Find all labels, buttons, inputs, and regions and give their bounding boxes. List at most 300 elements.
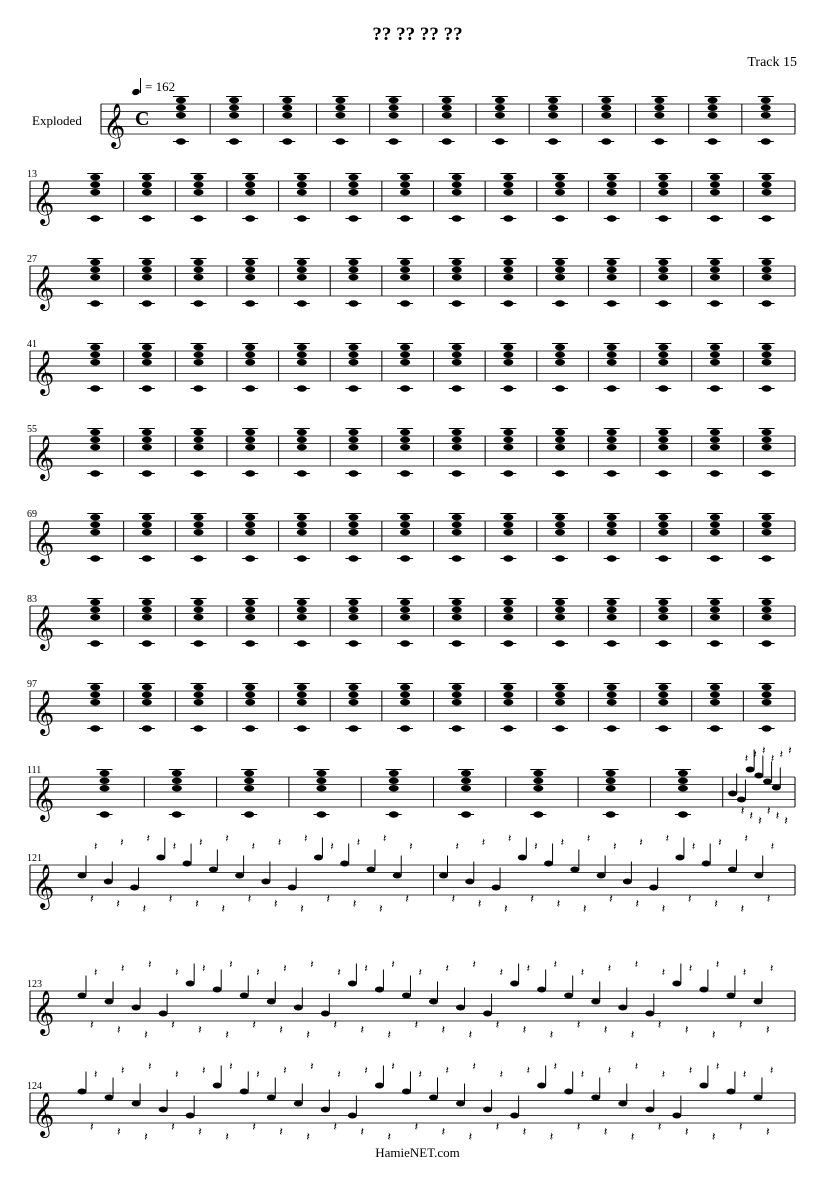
chord-note [229,105,239,111]
note-head [375,987,384,993]
chord-note [607,599,617,605]
chord-note [142,614,152,620]
staff-system [27,679,795,736]
rest-icon: 𝄽 [418,1068,422,1081]
chord-note [658,174,668,180]
treble-clef-icon: 𝄞 [103,103,126,147]
rest-icon: 𝄽 [364,962,368,975]
chord-note [194,529,204,535]
treble-clef-icon: 𝄞 [32,690,55,734]
chord-note [503,692,513,698]
note-head [288,885,297,891]
chord-note [555,352,565,358]
chord-note [316,778,326,784]
chord-note [244,785,254,791]
note-head [492,885,501,891]
note-head [456,1101,465,1107]
chord-note [762,359,772,365]
note-head [159,1107,168,1113]
note-head [340,861,349,867]
note-head [78,1089,87,1095]
chord-note [607,699,617,705]
rest-icon: 𝄽 [229,1060,233,1073]
rest-icon: 𝄽 [630,1129,635,1144]
measure-number: 121 [27,853,42,864]
chord-note [245,359,255,365]
chord-note [90,599,100,605]
chord-note [658,444,668,450]
measure-number: 111 [27,765,42,776]
rest-icon: 𝄽 [144,1129,148,1144]
chord-note [710,437,720,443]
rest-icon: 𝄽 [90,891,94,906]
rest-icon: 𝄽 [609,891,613,906]
note-head [213,1083,222,1089]
rest-icon: 𝄽 [472,1060,476,1073]
rest-icon: 𝄽 [715,1060,720,1073]
chord-note [658,259,668,265]
chord-note [400,344,410,350]
rest-icon: 𝄽 [718,836,722,849]
chord-note [761,112,771,118]
chord-note [142,684,152,690]
chord-note [176,97,186,103]
chord-note [442,97,452,103]
chord-note [710,352,720,358]
treble-clef-icon: 𝄞 [32,265,55,309]
chord-note [335,112,345,118]
chord-note [389,105,399,111]
chord-note [708,112,718,118]
chord-note [100,770,110,776]
chord-note [348,699,358,705]
chord-note [142,274,152,280]
rest-icon: 𝄽 [387,1129,392,1144]
rest-icon: 𝄽 [766,891,771,906]
chord-note [194,344,204,350]
chord-note [555,189,565,195]
chord-note [452,614,462,620]
note-head [537,987,546,993]
chord-note [607,274,617,280]
rest-icon: 𝄽 [684,1022,689,1037]
chord-note [503,267,513,273]
note-head [235,873,244,879]
chord-note [762,274,772,280]
chord-note [348,274,358,280]
chord-note [710,522,720,528]
chord-note [658,359,668,365]
chord-note [348,429,358,435]
rest-icon: 𝄽 [657,1017,662,1032]
chord-note [762,599,772,605]
treble-clef-icon: 𝄞 [32,776,55,820]
chord-note [100,778,110,784]
rest-icon: 𝄽 [120,836,124,849]
chord-note [555,522,565,528]
chord-note [348,514,358,520]
chord-note [555,437,565,443]
rest-icon: 𝄽 [148,958,152,971]
note-head [699,987,708,993]
rest-icon: 𝄽 [661,901,666,916]
treble-clef-icon: 𝄞 [32,350,55,394]
rest-icon: 𝄽 [549,1129,554,1144]
chord-note [710,599,720,605]
chord-note [710,267,720,273]
rest-icon: 𝄽 [225,832,229,845]
chord-note [555,444,565,450]
rest-icon: 𝄽 [175,966,179,979]
staff-system [27,958,795,1042]
rest-icon: 𝄽 [310,1060,314,1073]
note-head [564,993,573,999]
chord-note [678,785,688,791]
chord-note [348,522,358,528]
rest-icon: 𝄽 [90,1017,94,1032]
chord-note [607,344,617,350]
chord-note [348,344,358,350]
note-head [105,1095,114,1101]
chord-note [452,599,462,605]
rest-icon: 𝄽 [360,1124,365,1139]
chord-note [710,699,720,705]
chord-note [142,514,152,520]
chord-note [452,522,462,528]
chord-note [245,259,255,265]
note-head [393,873,402,879]
chord-note [194,189,204,195]
chord-note [710,684,720,690]
note-head [294,1005,303,1011]
treble-clef-icon: 𝄞 [32,520,55,564]
chord-note [389,778,399,784]
chord-note [90,444,100,450]
staff-system [27,509,795,566]
chord-note [555,182,565,188]
chord-note [503,514,513,520]
rest-icon: 𝄽 [445,1064,449,1077]
chord-note [710,514,720,520]
rest-icon: 𝄽 [661,966,666,979]
chord-note [90,429,100,435]
note-head [591,999,600,1005]
note-head [772,785,781,791]
note-head [510,981,519,987]
note-head [699,1083,708,1089]
rest-icon: 𝄽 [742,1068,747,1081]
chord-note [348,267,358,273]
rest-icon: 𝄽 [198,1124,202,1139]
chord-note [658,684,668,690]
chord-note [452,352,462,358]
chord-note [658,514,668,520]
rest-icon: 𝄽 [405,891,409,906]
chord-note [297,444,307,450]
chord-note [245,182,255,188]
rest-icon: 𝄽 [455,840,459,853]
rest-icon: 𝄽 [387,1027,392,1042]
chord-note [297,174,307,180]
rest-icon: 𝄽 [279,1022,283,1037]
rest-icon: 𝄽 [770,840,775,853]
chord-note [533,785,543,791]
measure-number: 41 [27,339,37,350]
page-title: ?? ?? ?? ?? [372,24,463,45]
chord-note [503,259,513,265]
chord-note [400,429,410,435]
rest-icon: 𝄽 [580,966,585,979]
chord-note [495,105,505,111]
rest-icon: 𝄽 [688,1064,693,1077]
rest-icon: 𝄽 [252,1017,256,1032]
chord-note [400,359,410,365]
rest-icon: 𝄽 [256,966,260,979]
chord-note [762,344,772,350]
rest-icon: 𝄽 [684,1124,689,1139]
note-head [314,855,323,861]
chord-note [245,529,255,535]
chord-note [400,189,410,195]
chord-note [245,699,255,705]
chord-note [710,182,720,188]
rest-icon: 𝄽 [310,958,314,971]
note-head [728,867,737,873]
rest-icon: 𝄽 [414,1119,419,1134]
rest-icon: 𝄽 [94,840,98,853]
chord-note [90,699,100,705]
note-head [132,1005,141,1011]
chord-note [142,189,152,195]
treble-clef-icon: 𝄞 [32,605,55,649]
note-head [402,993,411,999]
chord-note [142,599,152,605]
rest-icon: 𝄽 [769,1064,774,1077]
chord-note [90,174,100,180]
rest-icon: 𝄽 [711,1027,716,1042]
measure-number: 69 [27,509,37,520]
rest-icon: 𝄽 [382,832,387,845]
chord-note [452,684,462,690]
note-head [429,1095,438,1101]
chord-note [335,97,345,103]
chord-note [606,778,616,784]
chord-note [348,189,358,195]
rest-icon: 𝄽 [740,803,745,818]
rest-icon: 𝄽 [306,1027,310,1042]
chord-note [555,259,565,265]
chord-note [761,105,771,111]
chord-note [710,274,720,280]
chord-note [245,189,255,195]
chord-note [654,97,664,103]
note-head [105,999,114,1005]
chord-note [607,359,617,365]
rest-icon: 𝄽 [634,1060,639,1073]
treble-clef-icon: 𝄞 [32,1092,55,1136]
rest-icon: 𝄽 [304,832,308,845]
rest-icon: 𝄽 [283,962,287,975]
chord-note [194,352,204,358]
rest-icon: 𝄽 [775,808,780,823]
note-head [78,873,87,879]
note-head [439,873,448,879]
rest-icon: 𝄽 [225,1027,229,1042]
chord-note [607,189,617,195]
chord-note [461,778,471,784]
note-head [456,1005,465,1011]
chord-note [503,599,513,605]
chord-note [495,97,505,103]
rest-icon: 𝄽 [788,744,792,757]
rest-icon: 𝄽 [116,896,120,911]
rest-icon: 𝄽 [508,832,512,845]
chord-note [503,699,513,705]
chord-note [654,112,664,118]
chord-note [297,599,307,605]
chord-note [297,607,307,613]
note-head [321,1011,330,1017]
chord-note [461,770,471,776]
chord-note [400,599,410,605]
rest-icon: 𝄽 [391,958,395,971]
rest-icon: 𝄽 [635,896,640,911]
chord-note [710,529,720,535]
note-head [465,879,474,885]
chord-note [762,429,772,435]
chord-note [555,692,565,698]
measure-number: 55 [27,424,37,435]
rest-icon: 𝄽 [252,1119,256,1134]
chord-note [400,692,410,698]
chord-note [348,259,358,265]
chord-note [90,514,100,520]
rest-icon: 𝄽 [121,962,125,975]
note-head [186,1113,195,1119]
chord-note [708,105,718,111]
chord-note [533,778,543,784]
chord-note [503,529,513,535]
note-head [240,993,249,999]
rest-icon: 𝄽 [738,1017,743,1032]
chord-note [400,607,410,613]
chord-note [442,105,452,111]
rest-icon: 𝄽 [762,744,766,757]
note-head [186,981,195,987]
rest-icon: 𝄽 [441,1022,446,1037]
chord-note [452,437,462,443]
chord-note [555,344,565,350]
chord-note [297,684,307,690]
staff-system [27,1060,795,1144]
chord-note [400,174,410,180]
instrument-name: Exploded [32,113,82,128]
chord-note [762,522,772,528]
chord-note [348,444,358,450]
rest-icon: 𝄽 [199,836,203,849]
note-head [618,1101,627,1107]
rest-icon: 𝄽 [526,1064,530,1077]
rest-icon: 𝄽 [742,966,747,979]
chord-note [762,614,772,620]
chord-note [452,359,462,365]
chord-note [400,182,410,188]
rest-icon: 𝄽 [356,836,361,849]
chord-note [90,614,100,620]
chord-note [172,770,182,776]
rest-icon: 𝄽 [580,1068,585,1081]
rest-icon: 𝄽 [90,1119,94,1134]
rest-icon: 𝄽 [337,1068,341,1081]
staff-system [27,339,795,396]
chord-note [297,259,307,265]
chord-note [654,105,664,111]
chord-note [194,522,204,528]
note-head [183,861,192,867]
chord-note [762,437,772,443]
chord-note [348,182,358,188]
chord-note [607,684,617,690]
chord-note [658,522,668,528]
note-head [537,1083,546,1089]
note-head [104,879,113,885]
rest-icon: 𝄽 [758,813,762,828]
chord-note [100,785,110,791]
chord-note [245,514,255,520]
rest-icon: 𝄽 [553,1060,558,1073]
measure-number: 124 [27,1081,42,1092]
chord-note [555,274,565,280]
chord-note [658,529,668,535]
rest-icon: 𝄽 [391,1060,395,1073]
chord-note [142,699,152,705]
chord-note [245,607,255,613]
note-head [261,879,270,885]
chord-note [90,359,100,365]
staff-system [27,254,795,311]
chord-note [452,274,462,280]
chord-note [245,174,255,180]
chord-note [194,614,204,620]
chord-note [400,522,410,528]
note-head [483,1107,492,1113]
note-head [618,1005,627,1011]
chord-note [658,267,668,273]
rest-icon: 𝄽 [687,891,692,906]
chord-note [348,352,358,358]
note-head [267,1095,276,1101]
rest-icon: 𝄽 [283,1064,287,1077]
rest-icon: 𝄽 [769,962,774,975]
chord-note [658,429,668,435]
rest-icon: 𝄽 [607,1064,612,1077]
chord-note [297,614,307,620]
chord-note [452,174,462,180]
chord-note [607,267,617,273]
chord-note [503,352,513,358]
chord-note [762,699,772,705]
rest-icon: 𝄽 [273,896,278,911]
rest-icon: 𝄽 [171,1017,175,1032]
note-head [159,1011,168,1017]
note-head [672,981,681,987]
chord-note [194,359,204,365]
chord-note [495,112,505,118]
staff-system [27,832,795,916]
chord-note [607,259,617,265]
chord-note [142,267,152,273]
chord-note [245,522,255,528]
